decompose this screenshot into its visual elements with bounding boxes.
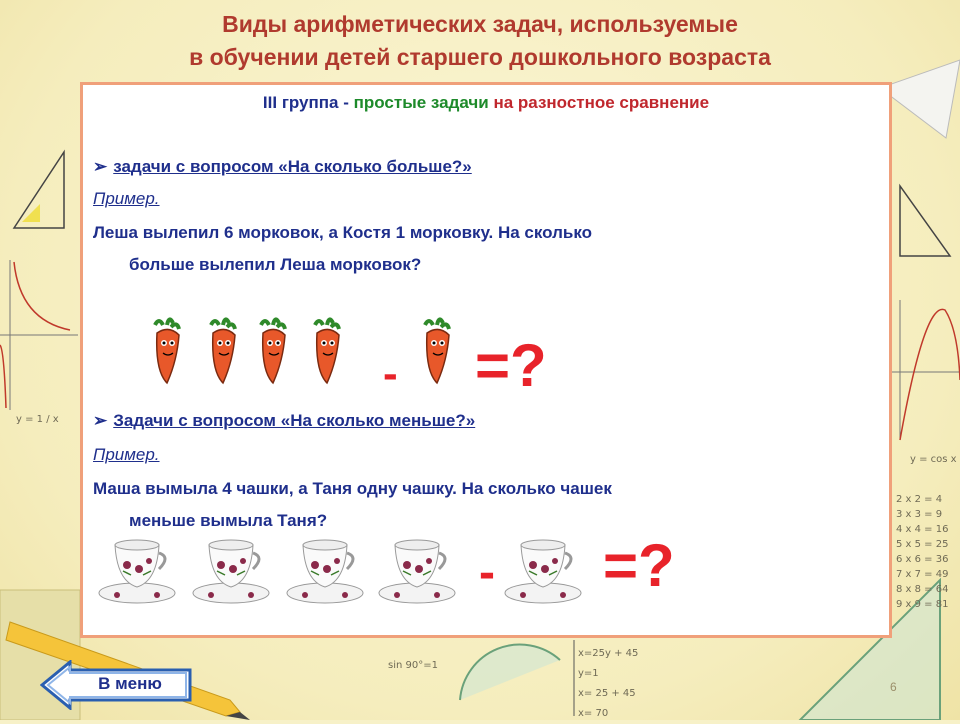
section-more-heading — [93, 157, 472, 177]
bullet-arrow-icon: ➢ — [93, 411, 108, 430]
teacup-icon — [99, 540, 175, 603]
slide-title — [0, 8, 960, 74]
teacup-icon — [505, 540, 581, 603]
menu-button-label: В меню — [98, 674, 162, 693]
hyperbola-graph-icon — [0, 260, 78, 410]
equals-question-2: =? — [603, 532, 675, 599]
formula-cosine: y = cos x — [910, 454, 957, 465]
carrot-icon — [315, 319, 339, 383]
problem-2-line-1: Маша вымыла 4 чашки, а Таня одну чашку. На сколько чашек — [93, 479, 612, 498]
bullet-arrow-icon: ➢ — [93, 157, 108, 176]
single-cup — [503, 529, 587, 609]
example-label-2: Пример. — [93, 445, 160, 464]
sine-formula: sin 90°=1 — [388, 660, 438, 671]
carrot-icon — [155, 319, 179, 383]
section-less-heading — [93, 411, 475, 431]
triangle-left-icon — [14, 152, 64, 228]
title-line-1: Виды арифметических задач, используемые — [222, 11, 738, 37]
group-type: простые задачи — [353, 93, 494, 112]
triangle-right-icon — [900, 186, 950, 256]
example-label-1: Пример. — [93, 189, 160, 208]
carrot-icon — [261, 319, 285, 383]
single-carrot — [413, 317, 463, 387]
minus-sign-1: - — [383, 349, 398, 398]
group-number: III группа - — [262, 93, 354, 112]
section-more-title: задачи с вопросом «На сколько больше?» — [113, 157, 472, 176]
multiplication-table: 2 x 2 = 4 3 x 3 = 9 4 x 4 = 16 5 x 5 = 25 6 x 6 = 36 7 x 7 = 49 8 x 8 = 64 9 x 9 = 81 — [896, 494, 949, 610]
group-heading — [83, 93, 889, 113]
minus-sign-2: - — [479, 546, 495, 599]
protractor-icon — [460, 645, 560, 700]
teacup-icon — [379, 540, 455, 603]
cups-group — [97, 529, 467, 609]
problem-1 — [93, 217, 883, 281]
menu-button[interactable] — [40, 660, 194, 710]
carrot-icon — [211, 319, 235, 383]
problem-2-line-2: меньше вымыла Таня? — [129, 511, 328, 530]
content-panel — [80, 82, 892, 638]
teacup-icon — [193, 540, 269, 603]
section-less-title: Задачи с вопросом «На сколько меньше?» — [113, 411, 476, 430]
problem-1-line-2: больше вылепил Леша морковок? — [129, 255, 422, 274]
teacup-icon — [287, 540, 363, 603]
bottom-formulas: x=25y + 45 y=1 x= 25 + 45 x= 70 — [578, 648, 639, 719]
formula-inverse: y = 1 / x — [16, 414, 59, 425]
page-number: 6 — [890, 680, 897, 694]
group-subtype: на разностное сравнение — [493, 93, 710, 112]
carrots-group — [143, 317, 363, 387]
problem-1-line-1: Леша вылепил 6 морковок, а Костя 1 морковку. На сколько — [93, 223, 593, 242]
title-line-2: в обучении детей старшего дошкольного возраста — [189, 44, 771, 70]
carrot-icon — [425, 319, 449, 383]
cosine-graph-icon — [892, 300, 960, 440]
equals-question-1: =? — [475, 332, 547, 399]
problem-2 — [93, 473, 883, 537]
